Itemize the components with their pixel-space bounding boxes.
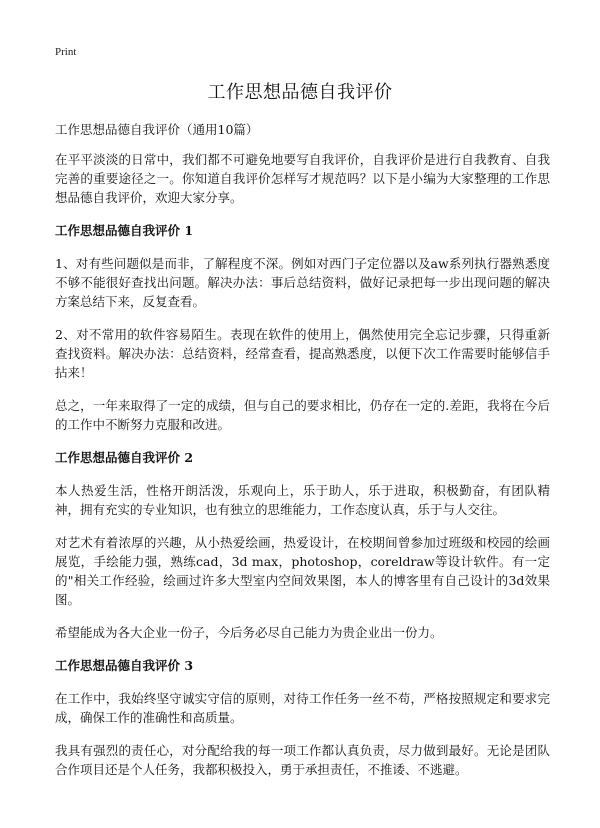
document-subtitle: 工作思想品德自我评价（通用10篇） xyxy=(55,122,259,137)
document-body xyxy=(55,120,550,793)
section-heading: 工作思想品德自我评价 3 xyxy=(55,658,194,673)
section-heading: 工作思想品德自我评价 1 xyxy=(55,223,194,238)
paragraph: 2、对不常用的软件容易陌生。表现在软件的使用上，偶然使用完全忘记步骤，只得重新查找资料。解决办法：总结资料，经常查看，提高熟悉度，以便下次工作需要时能够信手拈来！ xyxy=(55,327,550,380)
section-heading: 工作思想品德自我评价 2 xyxy=(55,450,194,465)
paragraph: 希望能成为各大企业一份子，今后务必尽自己能力为贵企业出一份力。 xyxy=(55,625,443,640)
paragraph: 本人热爱生活，性格开朗活泼，乐观向上，乐于助人，乐于进取，积极勤奋，有团队精神，拥有充实的专业知识，也有独立的思维能力，工作态度认真，乐于与人交往。 xyxy=(55,483,550,517)
paragraph: 总之，一年来取得了一定的成绩，但与自己的要求相比，仍存在一定的.差距，我将在今后的工作中不断努力克服和改进。 xyxy=(55,398,550,432)
paragraph: 在工作中，我始终坚守诚实守信的原则，对待工作任务一丝不苟，严格按照规定和要求完成，确保工作的准确性和高质量。 xyxy=(55,691,550,725)
paragraph: 对艺术有着浓厚的兴趣，从小热爱绘画，热爱设计，在校期间曾参加过班级和校园的绘画展览，手绘能力强，熟练cad，3d max，photoshop，coreldraw等设计软件。有一定的"相关工作经验，绘画过许多大型室内空间效果图，本人的博客里有自己设计的3d效果图。 xyxy=(55,535,550,607)
paragraph: 1、对有些问题似是而非，了解程度不深。例如对西门子定位器以及aw系列执行器熟悉度不够不能很好查找出问题。解决办法：事后总结资料，做好记录把每一步出现问题的解决方案总结下来，反复查看。 xyxy=(55,256,550,309)
page-title: 工作思想品德自我评价 xyxy=(207,82,393,103)
print-link[interactable]: Print xyxy=(55,46,77,58)
paragraph: 我具有强烈的责任心，对分配给我的每一项工作都认真负责，尽力做到最好。无论是团队合作项目还是个人任务，我都积极投入，勇于承担责任，不推诿、不逃避。 xyxy=(55,743,550,777)
intro-paragraph: 在平平淡淡的日常中，我们都不可避免地要写自我评价，自我评价是进行自我教育、自我完善的重要途径之一。你知道自我评价怎样写才规范吗？以下是小编为大家整理的工作思想品德自我评价，欢迎大家分享。 xyxy=(55,152,550,205)
